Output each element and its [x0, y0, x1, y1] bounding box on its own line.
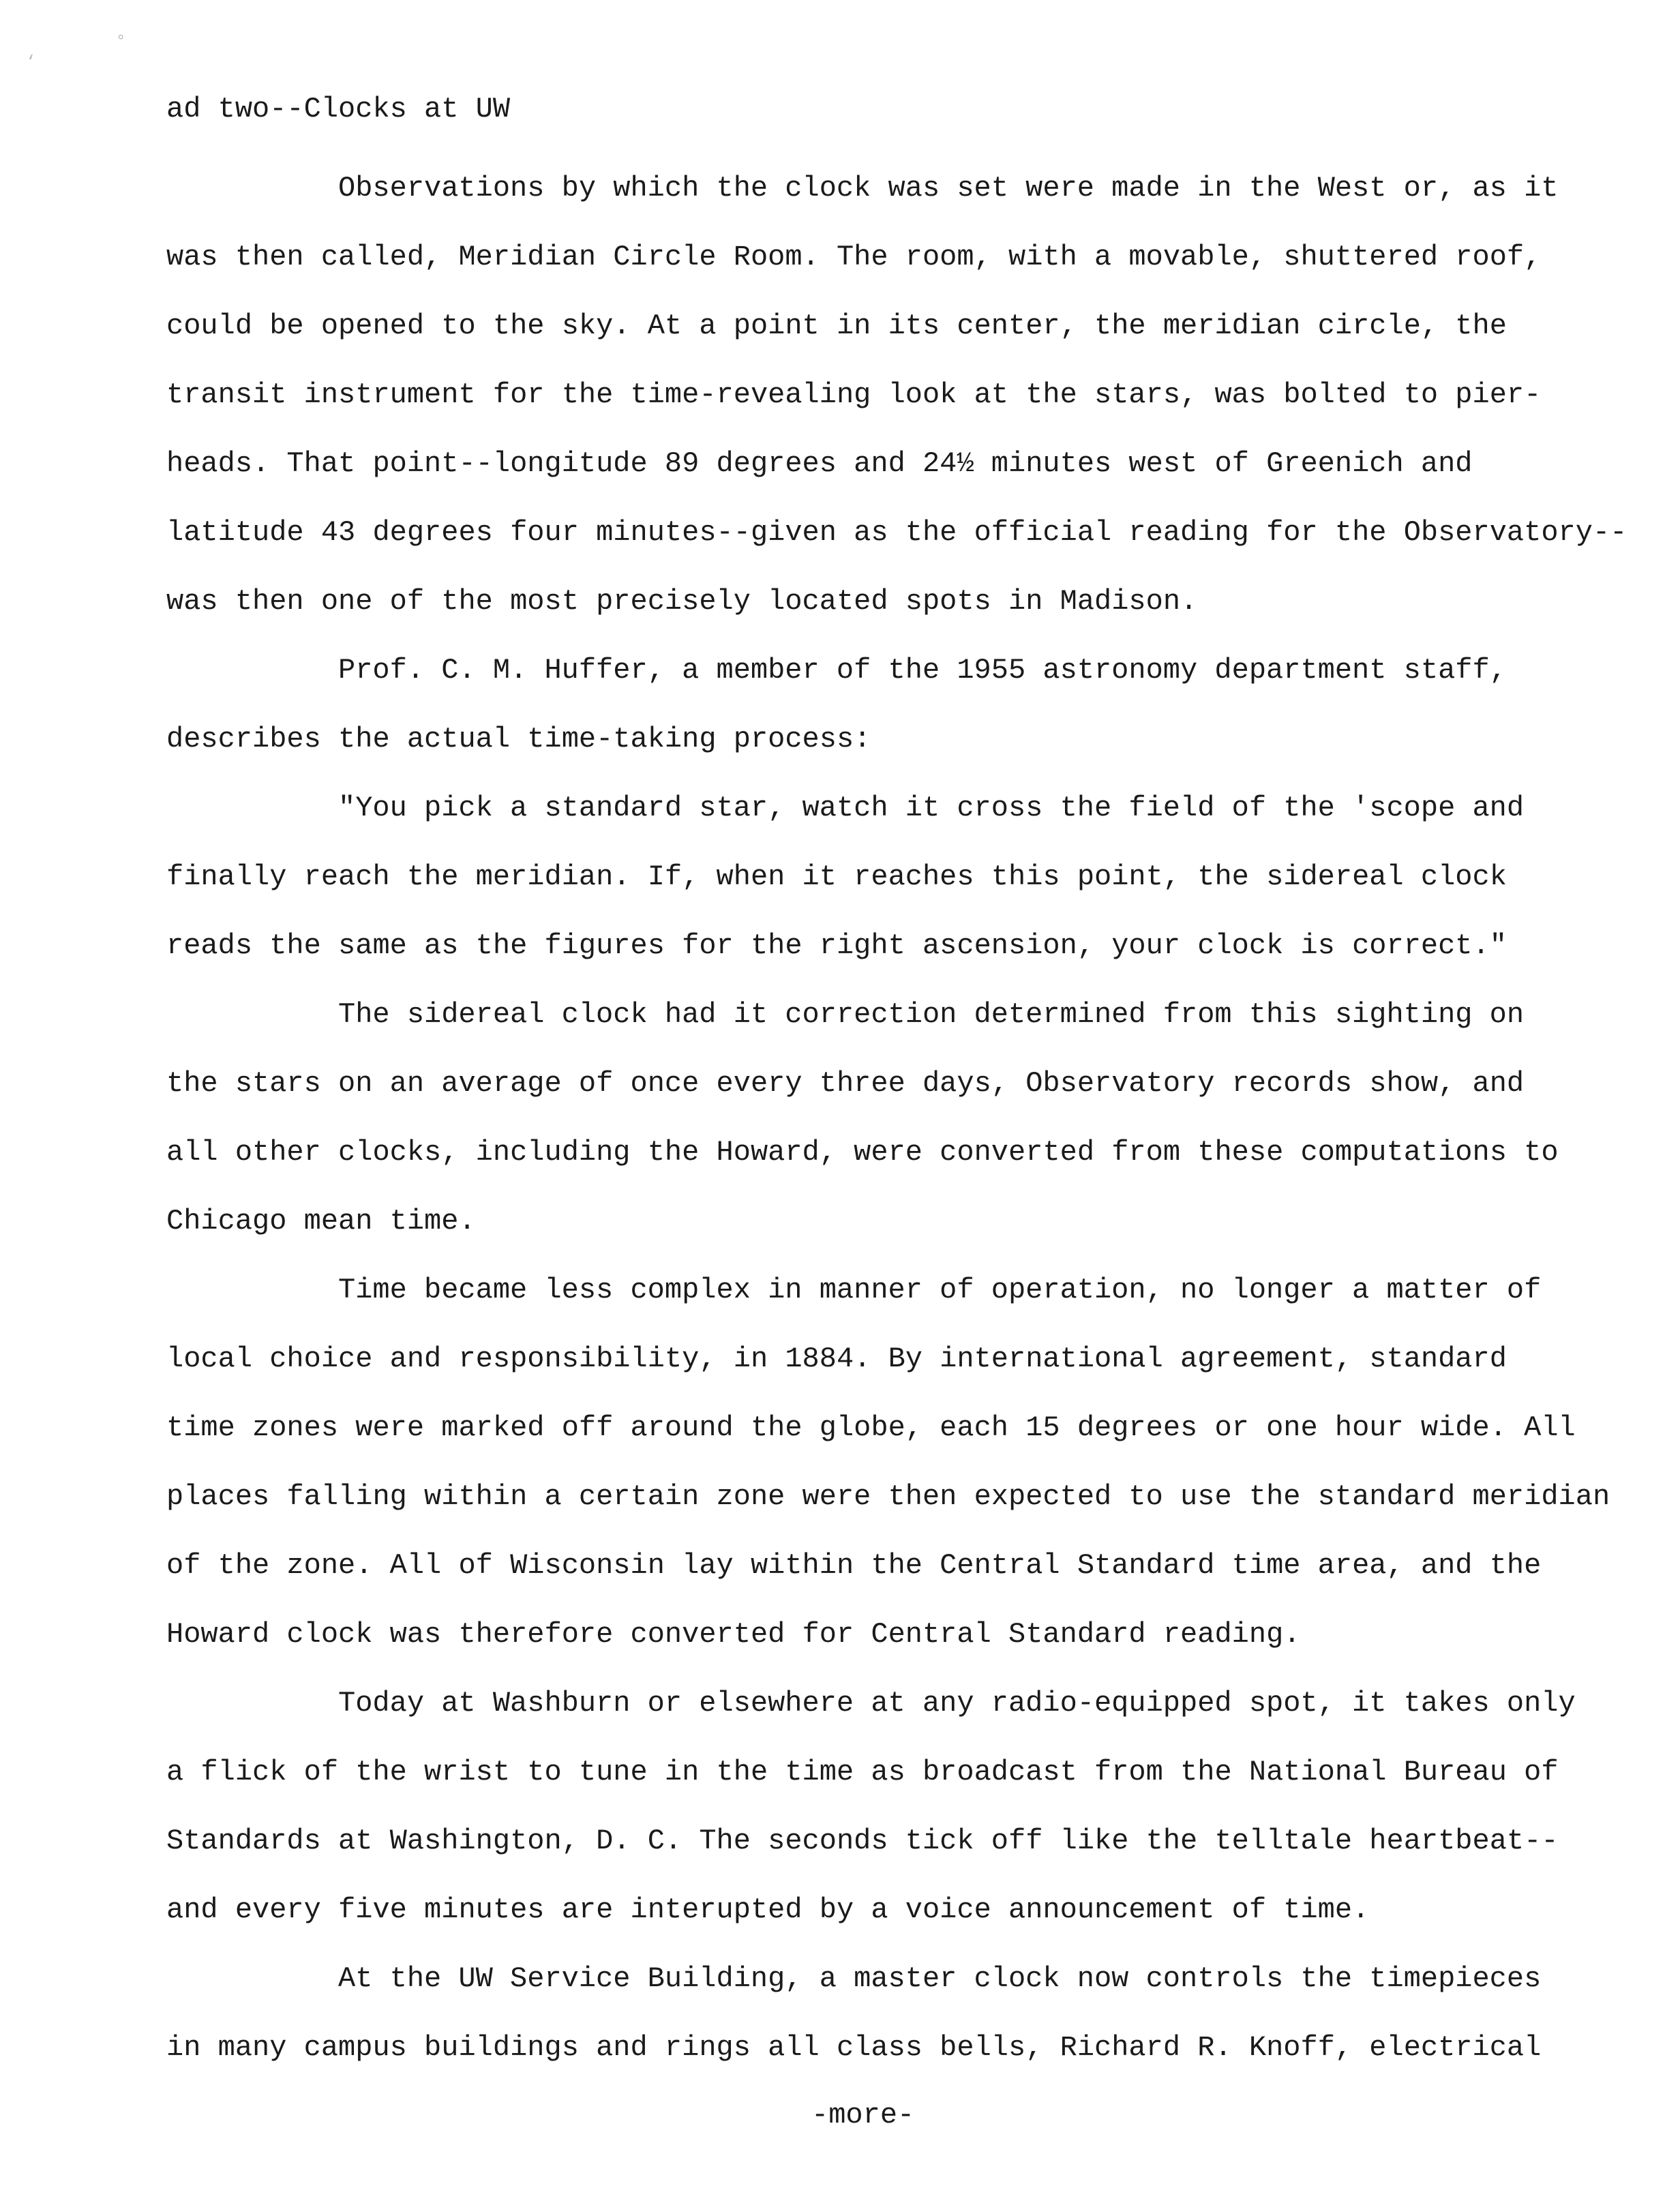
body-line: Howard clock was therefore converted for Central Standard reading.: [166, 1618, 1301, 1651]
body-line: time zones were marked off around the globe, each 15 degrees or one hour wide. All: [166, 1411, 1576, 1444]
body-line: transit instrument for the time-revealing look at the stars, was bolted to pier-: [166, 378, 1542, 411]
quote-line: finally reach the meridian. If, when it reaches this point, the sidereal clock: [166, 860, 1507, 893]
body-line: heads. That point--longitude 89 degrees and 24½ minutes west of Greenich and: [166, 447, 1473, 480]
body-line: Time became less complex in manner of operation, no longer a matter of: [338, 1274, 1542, 1306]
quote-line: "You pick a standard star, watch it cross the field of the 'scope and: [338, 792, 1525, 824]
body-line: The sidereal clock had it correction determined from this sighting on: [338, 998, 1525, 1031]
body-line: describes the actual time-taking process:: [166, 723, 871, 755]
body-line: latitude 43 degrees four minutes--given as the official reading for the Observatory--: [166, 516, 1627, 549]
body-line: places falling within a certain zone were then expected to use the standard meridian: [166, 1480, 1610, 1513]
body-line: Prof. C. M. Huffer, a member of the 1955 astronomy department staff,: [338, 654, 1507, 687]
body-line: Today at Washburn or elsewhere at any radio-equipped spot, it takes only: [338, 1687, 1576, 1720]
stray-mark: ‘: [26, 53, 36, 72]
body-line: the stars on an average of once every three days, Observatory records show, and: [166, 1067, 1525, 1100]
body-line: could be opened to the sky. At a point in its center, the meridian circle, the: [166, 310, 1507, 342]
body-line: of the zone. All of Wisconsin lay within the Central Standard time area, and the: [166, 1549, 1542, 1582]
quote-line: reads the same as the figures for the right ascension, your clock is correct.": [166, 929, 1507, 962]
page-header: ad two--Clocks at UW: [166, 93, 511, 125]
body-line: Chicago mean time.: [166, 1205, 476, 1238]
body-line: and every five minutes are interupted by a voice announcement of time.: [166, 1893, 1370, 1926]
body-line: At the UW Service Building, a master clock now controls the timepieces: [338, 1962, 1542, 1995]
body-line: was then one of the most precisely located spots in Madison.: [166, 585, 1198, 618]
body-line: Observations by which the clock was set were made in the West or, as it: [338, 172, 1559, 205]
body-line: in many campus buildings and rings all class bells, Richard R. Knoff, electrical: [166, 2031, 1542, 2064]
stray-mark: °: [116, 33, 126, 51]
body-line: all other clocks, including the Howard, were converted from these computations to: [166, 1136, 1559, 1169]
body-line: Standards at Washington, D. C. The seconds tick off like the telltale heartbeat--: [166, 1825, 1559, 1857]
body-line: was then called, Meridian Circle Room. The room, with a movable, shuttered roof,: [166, 241, 1542, 273]
body-line: a flick of the wrist to tune in the time as broadcast from the National Bureau of: [166, 1756, 1559, 1788]
body-line: local choice and responsibility, in 1884. By international agreement, standard: [166, 1343, 1507, 1375]
continuation-marker: -more-: [811, 2099, 915, 2131]
